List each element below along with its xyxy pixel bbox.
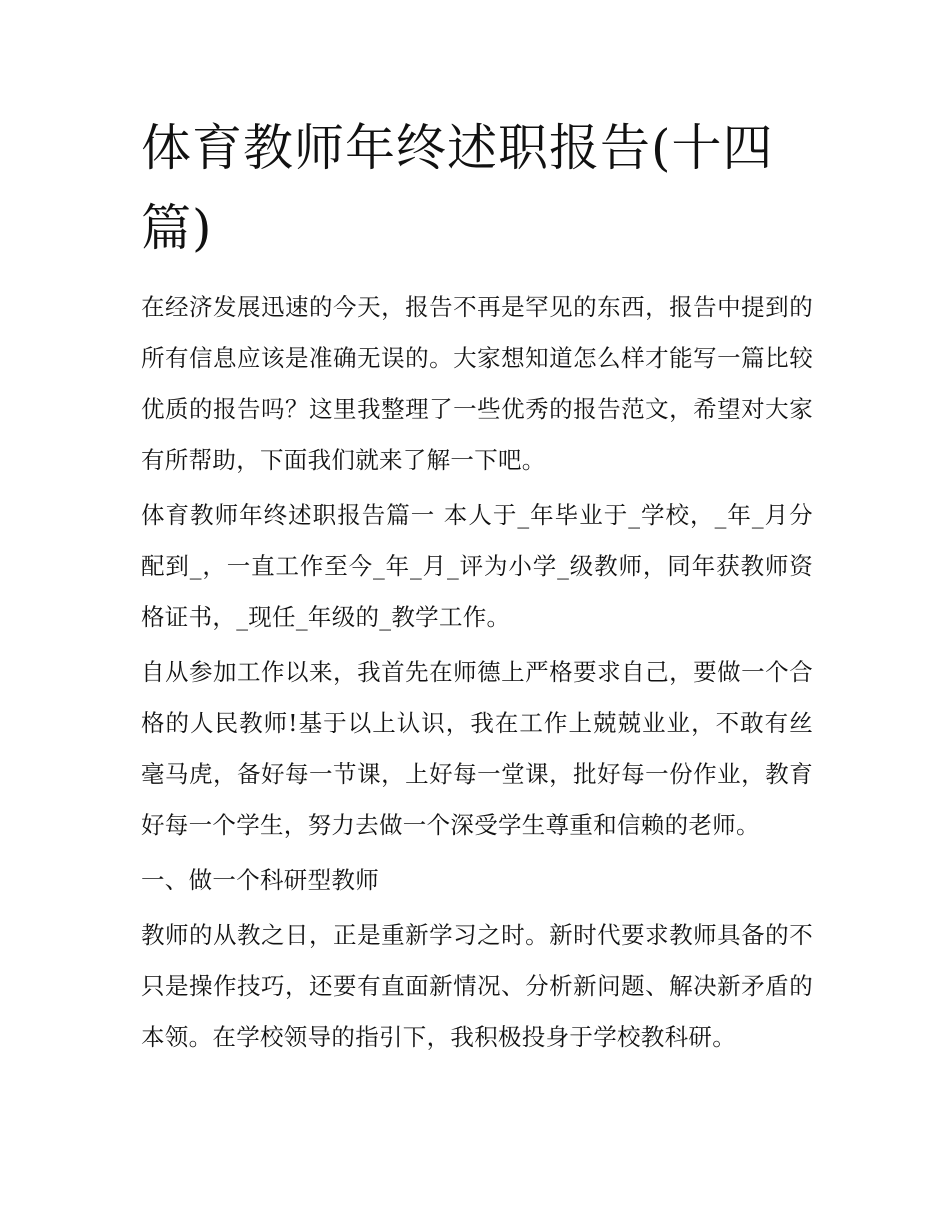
intro-paragraph: 在经济发展迅速的今天，报告不再是罕见的东西，报告中提到的所有信息应该是准确无误的。大家想知道怎么样才能写一篇比较优质的报告吗？这里我整理了一些优秀的报告范文，希望对大家有所帮助，下面我们就来了解一下吧。 — [141, 293, 813, 474]
document-title: 体育教师年终述职报告(十四篇) — [141, 119, 774, 257]
ethics-paragraph: 自从参加工作以来，我首先在师德上严格要求自己，要做一个合格的人民教师!基于以上认识，我在工作上兢兢业业，不敢有丝毫马虎，备好每一节课，上好每一堂课，批好每一份作业，教育好每一个学生，努力去做一个深受学生尊重和信赖的老师。 — [141, 658, 813, 839]
document-body — [141, 108, 813, 1067]
section-one-paragraph: 体育教师年终述职报告篇一 本人于_年毕业于_学校，_年_月分配到_，一直工作至今_年_月_评为小学_级教师，同年获教师资格证书，_现任_年级的_教学工作。 — [141, 501, 813, 631]
section-heading: 一、做一个科研型教师 — [141, 866, 379, 894]
research-paragraph: 教师的从教之日，正是重新学习之时。新时代要求教师具备的不只是操作技巧，还要有直面新情况、分析新问题、解决新矛盾的本领。在学校领导的指引下，我积极投身于学校教科研。 — [141, 921, 813, 1051]
